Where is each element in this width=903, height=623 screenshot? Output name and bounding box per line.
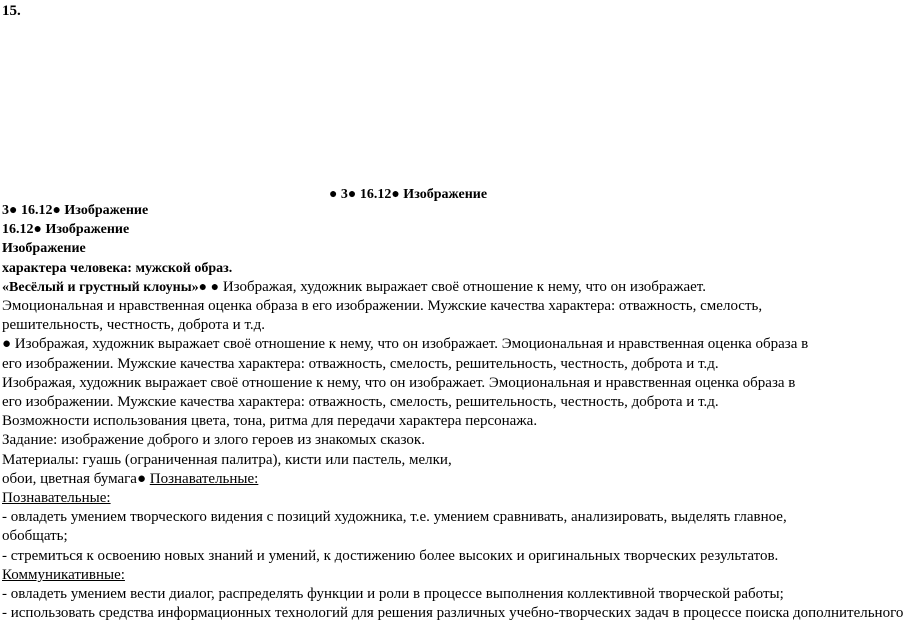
header-line-4: характера человека: мужской образ. <box>2 260 233 276</box>
cognitive-item-2: - стремиться к освоению новых знаний и умений, к достижению более высоких и оригинальных творческих результатов. <box>2 547 779 564</box>
materials-line-2 <box>2 470 810 489</box>
header-line-1: 3● 16.12● Изображение <box>2 203 149 218</box>
paragraph-2: ● Изображая, художник выражает своё отношение к нему, что он изображает. Эмоциональная и нравственная оценка образа в его изображении. Мужские качества характера: отважность, смелость, решительность, честность, доброта и т.д. <box>2 336 809 372</box>
communicative-item-2: - использовать средства информационных технологий для решения различных учебно-творческих задач в процессе поиска дополнительного <box>2 605 903 622</box>
materials-line-2-text: обои, цветная бумага● <box>2 470 147 487</box>
paragraph-1 <box>2 278 810 336</box>
paragraph-1-text: Изображая, художник выражает своё отношение к нему, что он изображает. Эмоциональная и нравственная оценка образа в его изображении. Мужские качества характера: отважность, смелость, решительность, честность, доброта и т.д. <box>2 278 763 334</box>
topic-title: «Весёлый и грустный клоуны»● ● <box>2 279 220 295</box>
communicative-heading: Коммуникативные: <box>2 566 125 583</box>
materials-line-1: Материалы: гуашь (ограниченная палитра), кисти или пастель, мелки, <box>2 451 452 468</box>
possibilities-line: Возможности использования цвета, тона, ритма для передачи характера персонажа. <box>2 413 538 430</box>
cognitive-item-1: - овладеть умением творческого видения с позиций художника, т.е. умением сравнивать, анализировать, выделять главное, обобщать; <box>2 509 787 545</box>
header-line-3: Изображение <box>2 241 86 257</box>
task-line: Задание: изображение доброго и злого героев из знакомых сказок. <box>2 432 425 449</box>
communicative-item-1: - овладеть умением вести диалог, распределять функции и роли в процессе выполнения коллективной творческой работы; <box>2 586 784 603</box>
document-body <box>2 201 903 623</box>
header-line-2: 16.12● Изображение <box>2 222 130 238</box>
page-number: 15. <box>2 3 21 19</box>
paragraph-3: Изображая, художник выражает своё отношение к нему, что он изображает. Эмоциональная и нравственная оценка образа в его изображении. Мужские качества характера: отважность, смелость, решительность, честность, доброта и т.д. <box>2 374 796 411</box>
centered-heading: ● 3● 16.12● Изображение <box>328 187 488 202</box>
cognitive-heading: Познавательные: <box>2 490 111 507</box>
cognitive-inline-heading: Познавательные: <box>149 470 259 487</box>
